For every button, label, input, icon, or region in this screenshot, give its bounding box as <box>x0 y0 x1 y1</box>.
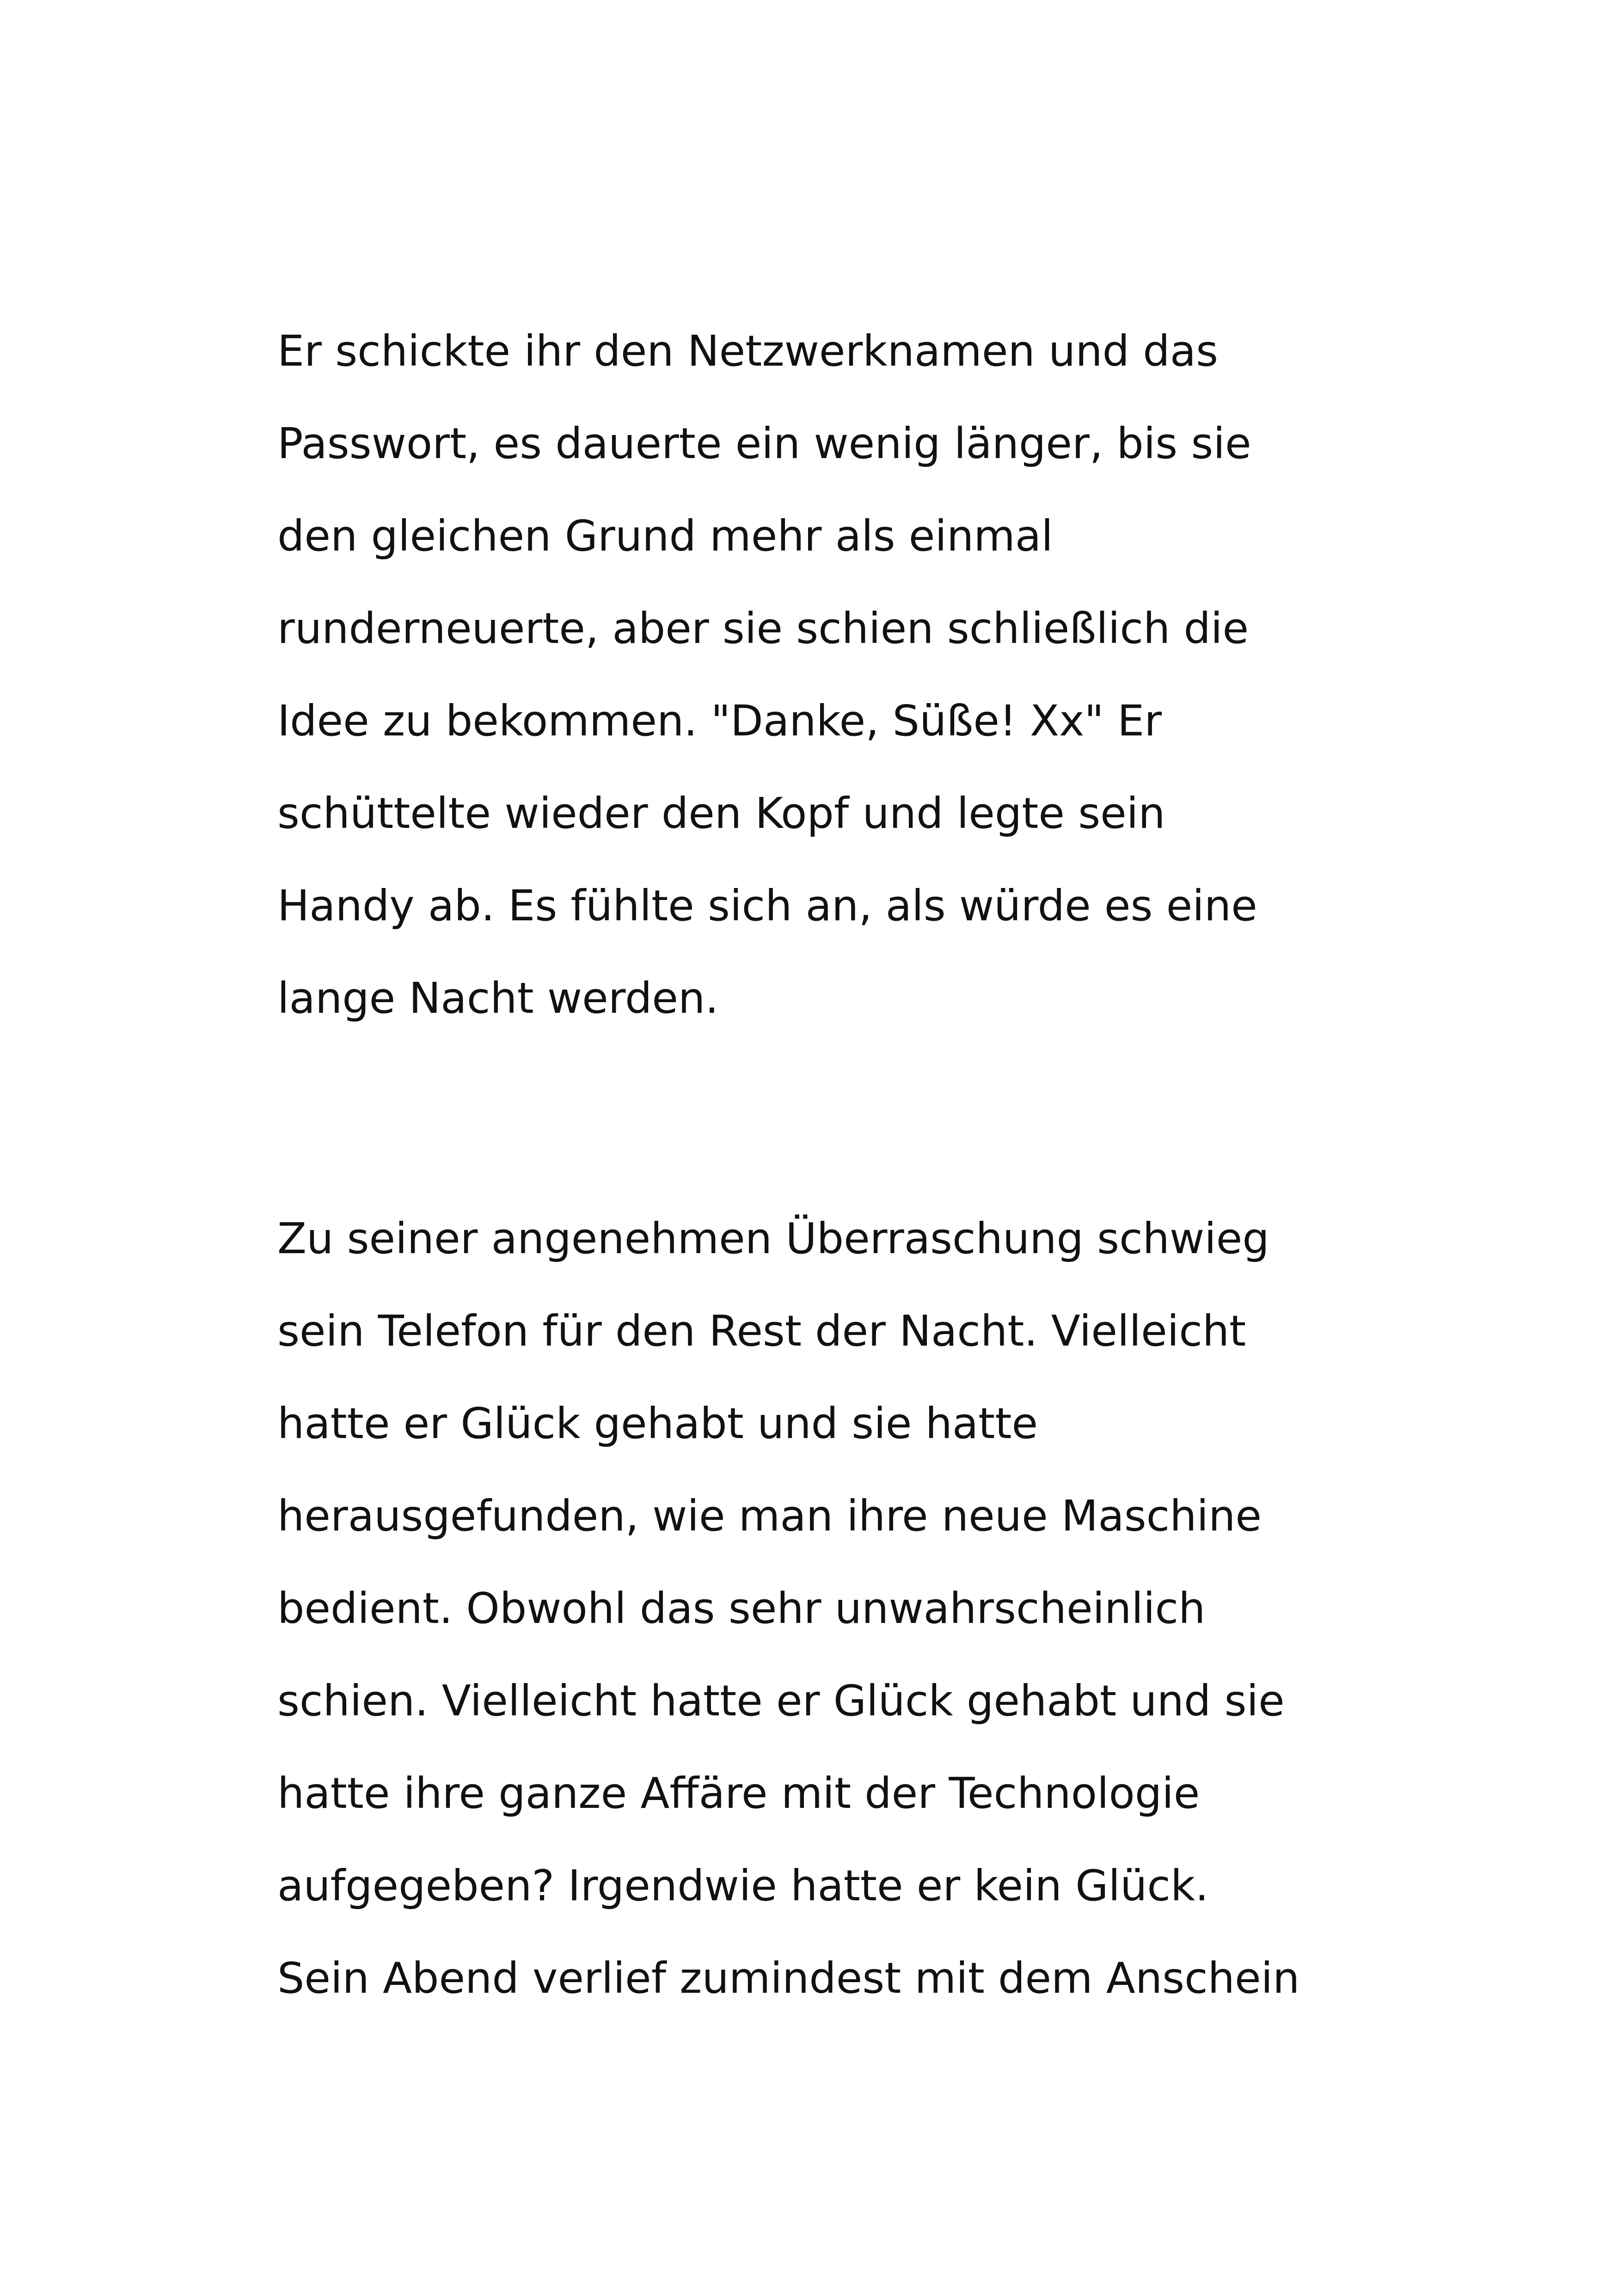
text-line: schien. Vielleicht hatte er Glück gehabt und sie <box>277 1676 1285 1726</box>
text-line: Zu seiner angenehmen Überraschung schwieg <box>277 1214 1269 1263</box>
text-line: schüttelte wieder den Kopf und legte sein <box>277 789 1165 838</box>
text-line: lange Nacht werden. <box>277 974 719 1023</box>
text-line: hatte ihre ganze Affäre mit der Technologie <box>277 1769 1200 1818</box>
text-line: sein Telefon für den Rest der Nacht. Vielleicht <box>277 1306 1246 1356</box>
text-line: Passwort, es dauerte ein wenig länger, bis sie <box>277 419 1251 468</box>
text-line: Sein Abend verlief zumindest mit dem Anschein <box>277 1953 1300 2003</box>
paragraph-2 <box>277 1193 1433 2025</box>
text-line: Handy ab. Es fühlte sich an, als würde es eine <box>277 881 1257 931</box>
text-line: runderneuerte, aber sie schien schließlich die <box>277 604 1249 653</box>
text-line: bedient. Obwohl das sehr unwahrscheinlich <box>277 1584 1206 1633</box>
text-line: hatte er Glück gehabt und sie hatte <box>277 1399 1038 1448</box>
paragraph-1 <box>277 305 1433 1045</box>
text-line: den gleichen Grund mehr als einmal <box>277 511 1053 561</box>
text-line: Er schickte ihr den Netzwerknamen und das <box>277 326 1219 376</box>
text-line: herausgefunden, wie man ihre neue Maschine <box>277 1491 1262 1541</box>
text-line: aufgegeben? Irgendwie hatte er kein Glück. <box>277 1861 1209 1910</box>
text-line: Idee zu bekommen. "Danke, Süße! Xx" Er <box>277 696 1162 746</box>
